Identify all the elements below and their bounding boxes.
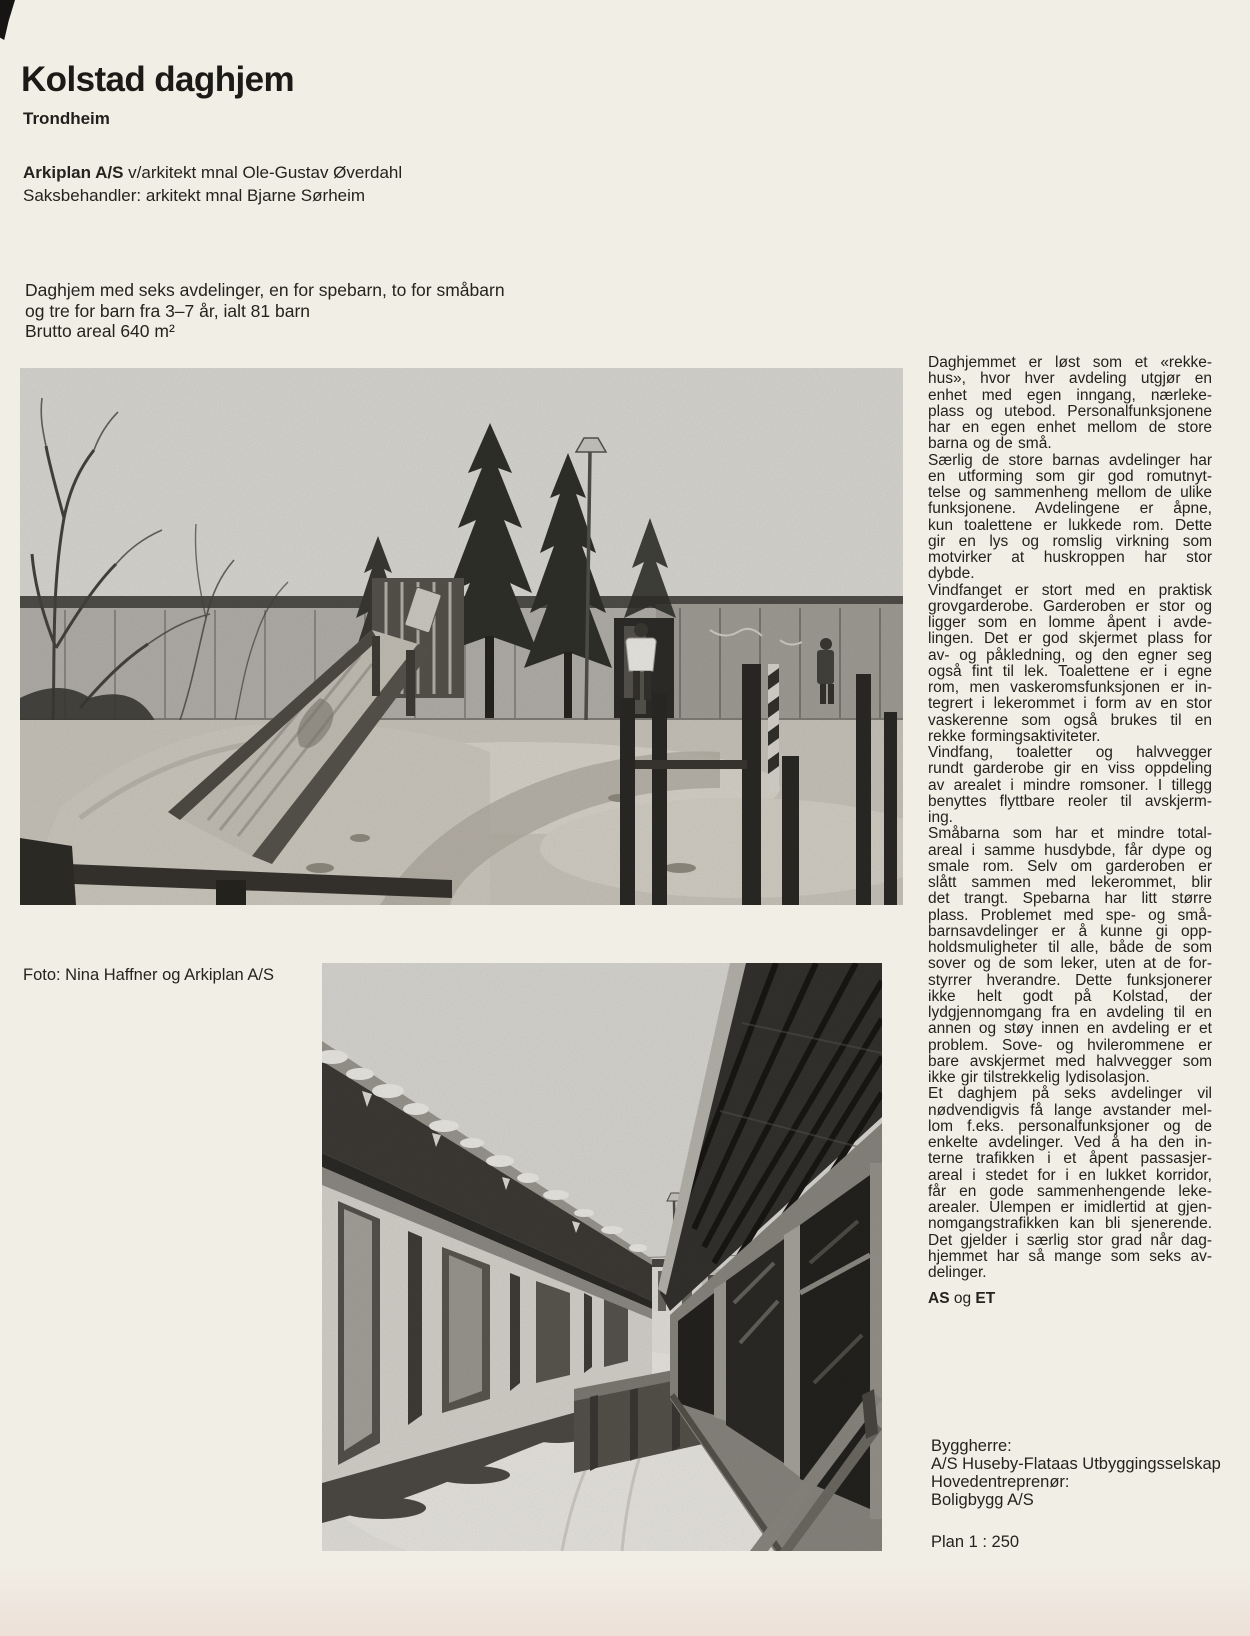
- text-line: nødvendigvis få lange avstander mel-: [928, 1101, 1212, 1119]
- text-line: Småbarna som har et mindre total-: [928, 825, 1212, 843]
- text-line: Daghjem med seks avdelinger, en for spebarn, to for småbarn: [25, 280, 505, 300]
- architect-line: [23, 163, 402, 183]
- text-line: også fint til lek. Toalettene er i egne: [928, 662, 1212, 680]
- text-line: plass. Problemet med spe- og små-: [928, 906, 1212, 924]
- text-line: gir en lys og romslig virkning som: [928, 532, 1212, 550]
- text-line: holdsmuligheter til alle, både de som: [928, 939, 1212, 956]
- text-line: nomgangstrafikken kan bli sjenerende.: [928, 1215, 1212, 1233]
- plan-scale-label: Plan 1 : 250: [931, 1533, 1020, 1551]
- location-subtitle: Trondheim: [23, 109, 110, 128]
- text-line: av- og påkledning, og den egner seg: [928, 646, 1212, 664]
- text-line: kun toalettene er lukkede rom. Dette: [928, 516, 1212, 534]
- text-line: Daghjemmet er løst som et «rekke-: [928, 354, 1212, 371]
- text-line: tegrert i lekerommet i form av en stor: [928, 695, 1212, 713]
- text-line: areal i samme husdybde, får dype og: [928, 841, 1212, 859]
- architect-firm: Arkiplan A/S: [23, 163, 124, 182]
- text-line: enkelte avdelinger. Ved å ha den in-: [928, 1134, 1212, 1151]
- text-line: og tre for barn fra 3–7 år, ialt 81 barn: [25, 300, 311, 321]
- page-title: Kolstad daghjem: [21, 60, 294, 99]
- article-column: [928, 355, 1212, 1281]
- text-line: lydgjennomgang fra en avdeling til en: [928, 1004, 1212, 1021]
- credits-block: [931, 1437, 1221, 1509]
- author-initials-as: AS: [928, 1290, 950, 1307]
- text-line: Et daghjem på seks avdelinger vil: [928, 1085, 1212, 1103]
- text-line: areal i stedet for i en lukket korridor,: [928, 1166, 1212, 1184]
- text-line: enhet med egen inngang, nærleke-: [928, 386, 1212, 404]
- text-line: slått sammen med lekerommet, blir: [928, 874, 1212, 891]
- text-line: annen og støy innen en avdeling er et: [928, 1020, 1212, 1038]
- text-line: ikke helt godt på Kolstad, der: [928, 987, 1212, 1005]
- text-line: telse og sammenheng mellom de ulike: [928, 484, 1212, 501]
- text-line: rekke formingsaktiviteter.: [928, 727, 1101, 745]
- text-line: av arealet i mindre romsoner. I tillegg: [928, 776, 1212, 794]
- caseworker-line: Saksbehandler: arkitekt mnal Bjarne Sørheim: [23, 186, 366, 205]
- author-initials-et: ET: [975, 1290, 996, 1307]
- text-line: terne trafikken i et åpent passasjer-: [928, 1150, 1212, 1168]
- text-line: ikke gir tilstrekkelig lydisolasjon.: [928, 1069, 1150, 1086]
- photo-credit-caption: Foto: Nina Haffner og Arkiplan A/S: [23, 966, 275, 984]
- text-line: lom f.eks. personalfunksjoner og de: [928, 1117, 1212, 1135]
- scan-artifact-mark: [0, 0, 15, 40]
- text-line: hus», hvor hver avdeling utgjør en: [928, 370, 1212, 388]
- text-line: delinger.: [928, 1264, 987, 1281]
- text-line: Hovedentreprenør:: [931, 1473, 1070, 1491]
- intro-summary: [25, 280, 505, 342]
- author-initials-connector: og: [949, 1290, 976, 1307]
- playground-photo: [20, 368, 903, 905]
- text-line: ing.: [928, 809, 953, 826]
- text-line: Det gjelder i særlig stor grad når dag-: [928, 1231, 1212, 1249]
- text-line: arealer. Ulempen er imidlertid at gjen-: [928, 1199, 1212, 1216]
- text-line: barnsavdelinger er å kunne gi opp-: [928, 922, 1212, 940]
- text-line: sover og de som leker, uten at de for-: [928, 955, 1212, 973]
- author-initials: [928, 1290, 995, 1308]
- text-line: barna og de små.: [928, 435, 1052, 453]
- text-line: får en gode sammenhengende leke-: [928, 1182, 1212, 1200]
- text-line: A/S Huseby-Flataas Utbyggingsselskap: [931, 1455, 1221, 1473]
- text-line: Byggherre:: [931, 1437, 1012, 1455]
- text-line: rom, men vaskeromsfunksjonen er in-: [928, 679, 1212, 696]
- text-line: styrrer hverandre. Dette funksjonerer: [928, 971, 1212, 989]
- text-line: Særlig de store barnas avdelinger har: [928, 451, 1212, 469]
- text-line: dybde.: [928, 565, 975, 583]
- text-line: Vindfanget er stort med en praktisk: [928, 581, 1212, 599]
- text-line: Boligbygg A/S: [931, 1491, 1034, 1509]
- text-line: ligger som en lomme åpent i avde-: [928, 614, 1212, 631]
- text-line: problem. Sove- og hvilerommene er: [928, 1036, 1212, 1054]
- text-line: bare avskjermet med halvvegger som: [928, 1052, 1212, 1070]
- text-line: vaskerenne som også brukes til en: [928, 711, 1212, 729]
- text-line: lingen. Det er god skjermet plass for: [928, 630, 1212, 648]
- text-line: det trangt. Spebarna har litt større: [928, 890, 1212, 908]
- text-line: Vindfang, toaletter og halvvegger: [928, 744, 1212, 761]
- text-line: en utforming som gir god romutnyt-: [928, 467, 1212, 485]
- passage-photo: [322, 963, 882, 1551]
- text-line: grovgarderobe. Garderoben er stor og: [928, 597, 1212, 615]
- text-line: motvirker at huskroppen har stor: [928, 549, 1212, 566]
- text-line: funksjonene. Avdelingene er åpne,: [928, 500, 1212, 518]
- text-line: smale rom. Selv om garderoben er: [928, 857, 1212, 875]
- text-line: plass og utebod. Personalfunksjonene: [928, 402, 1212, 420]
- text-line: benyttes flyttbare reoler til avskjerm-: [928, 792, 1212, 810]
- text-line: hjemmet har så mange som seks av-: [928, 1247, 1212, 1265]
- text-line: har en egen enhet mellom de store: [928, 419, 1212, 436]
- text-line: Brutto areal 640 m²: [25, 321, 175, 341]
- text-line: rundt garderobe gir en viss oppdeling: [928, 760, 1212, 778]
- architect-name: v/arkitekt mnal Ole-Gustav Øverdahl: [123, 163, 403, 182]
